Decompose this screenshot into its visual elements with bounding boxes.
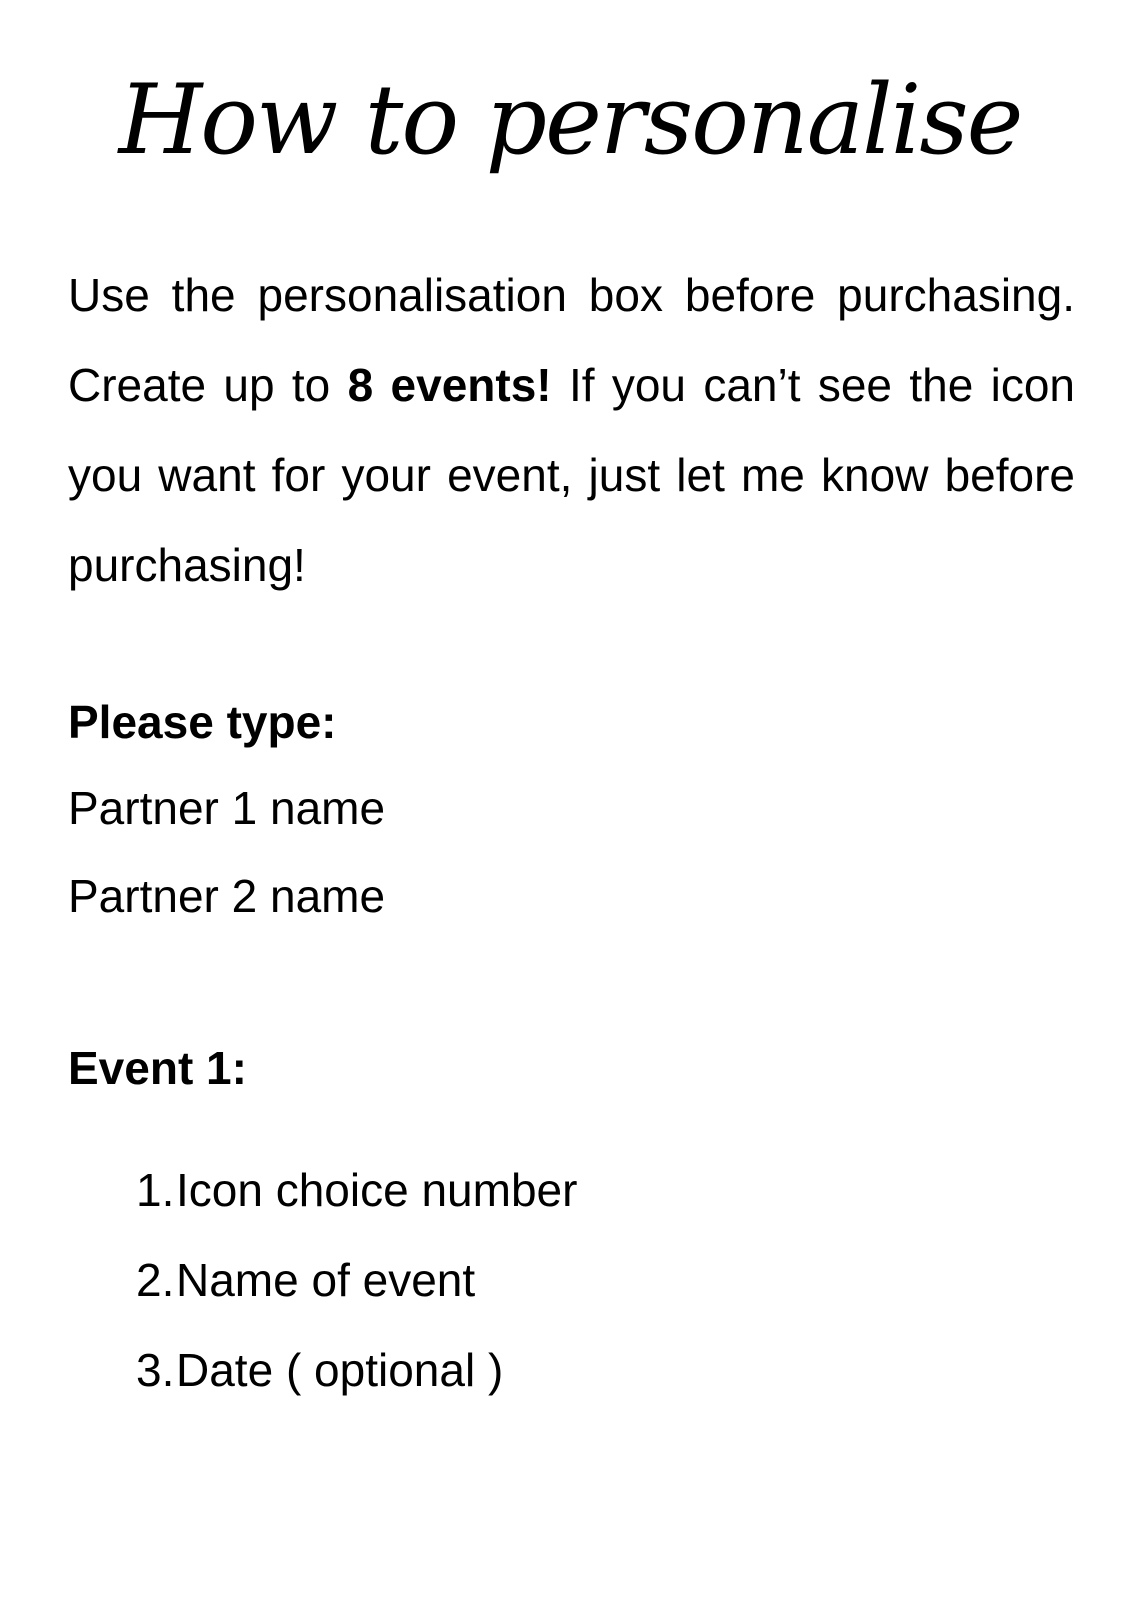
list-item-label: Icon choice number [176, 1164, 578, 1216]
intro-text-after: If you can’t see the icon you want for your event, just let me know before purchasing! [68, 359, 1076, 591]
list-item-number: 2. [136, 1254, 175, 1306]
event-1-list [136, 1160, 577, 1430]
intro-text-before: Use the personalisation box before purchasing. Create up to [68, 269, 1075, 411]
partner-2-name-line: Partner 2 name [68, 870, 386, 922]
page-title: How to personalise [118, 64, 1022, 176]
partner-1-name-line: Partner 1 name [68, 782, 386, 834]
list-item-number: 3. [136, 1344, 175, 1396]
list-item-label: Name of event [176, 1254, 476, 1306]
event-1-heading: Event 1: [68, 1042, 247, 1094]
list-item-number: 1. [136, 1164, 175, 1216]
list-item [136, 1340, 577, 1430]
list-item [136, 1250, 577, 1340]
please-type-heading: Please type: [68, 696, 337, 748]
list-item-label: Date ( optional ) [176, 1344, 504, 1396]
intro-paragraph [68, 250, 1075, 610]
list-item [136, 1160, 577, 1250]
intro-bold-events: 8 events! [347, 359, 552, 411]
